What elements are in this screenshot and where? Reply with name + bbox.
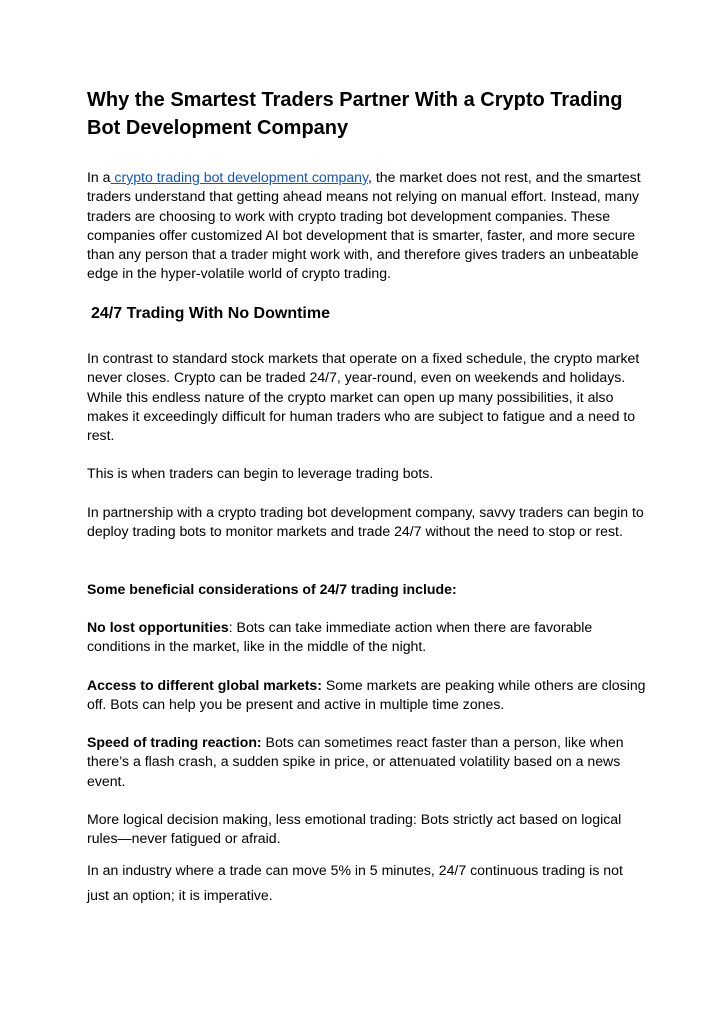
consideration-item-text: Bots can sometimes react faster than a person, like when there’s a flash crash, a sudden spike in price, or attenuated volatility based on a news event.	[87, 734, 624, 789]
considerations-heading-text: Some beneficial considerations of 24/7 trading include:	[87, 581, 457, 597]
consideration-item-title: Speed of trading reaction:	[87, 734, 262, 750]
consideration-item-title: No lost opportunities	[87, 619, 229, 635]
paragraph-partnership: In partnership with a crypto trading bot development company, savvy traders can begin to deploy trading bots to monitor markets and trade 24/7 without the need to stop or rest.	[87, 504, 644, 540]
consideration-item	[87, 676, 647, 715]
paragraph-leverage-bots: This is when traders can begin to leverage trading bots.	[87, 465, 434, 481]
crypto-bot-company-link[interactable]: crypto trading bot development company	[110, 169, 369, 185]
intro-prefix: In a	[87, 169, 111, 185]
consideration-item	[87, 618, 647, 657]
consideration-item-text: : Bots can take immediate action when there are favorable conditions in the market, like in the middle of the night.	[87, 619, 593, 655]
intro-rest: , the market does not rest, and the smartest traders understand that getting ahead means not relying on manual effort. Instead, many traders are choosing to work with crypto trading bot development companies. These companies offer customized AI bot development that is smarter, faster, and more secure than any person that a trader might work with, and therefore gives traders an unbeatable edge in the hyper-volatile world of crypto trading.	[87, 169, 641, 282]
section-heading: 24/7 Trading With No Downtime	[91, 305, 330, 322]
consideration-item-title: Access to different global markets:	[87, 677, 322, 693]
consideration-item	[87, 733, 647, 791]
intro-paragraph	[87, 168, 647, 284]
considerations-heading	[87, 580, 647, 599]
consideration-item-text: Some markets are peaking while others are closing off. Bots can help you be present and active in multiple time zones.	[87, 677, 646, 713]
paragraph-market-never-closes: In contrast to standard stock markets that operate on a fixed schedule, the crypto market never closes. Crypto can be traded 24/7, year-round, even on weekends and holidays. While this endless nature of the crypto market can open up many possibilities, it also makes it exceedingly difficult for human traders who are subject to fatigue and a need to rest.	[87, 350, 640, 444]
paragraph-imperative: In an industry where a trade can move 5% in 5 minutes, 24/7 continuous trading is not just an option; it is imperative.	[87, 862, 623, 903]
paragraph-logical-decisions: More logical decision making, less emotional trading: Bots strictly act based on logical rules—never fatigued or afraid.	[87, 811, 622, 847]
document-title: Why the Smartest Traders Partner With a Crypto Trading Bot Development Company	[87, 89, 623, 139]
